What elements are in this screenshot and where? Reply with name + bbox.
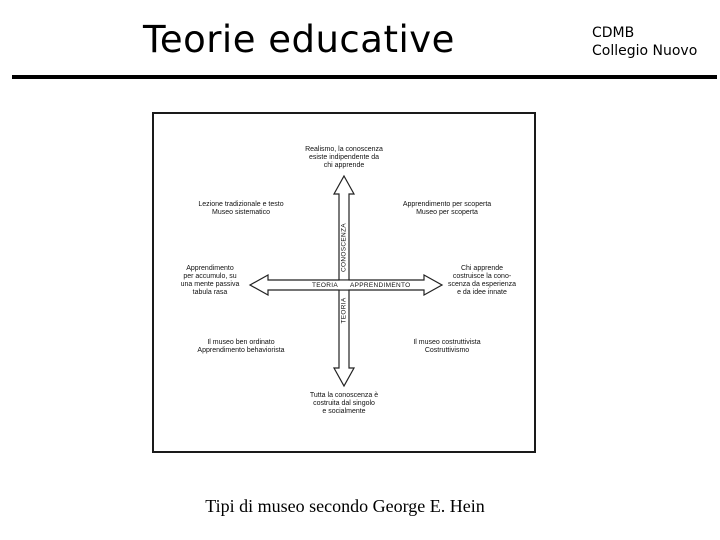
organization-label	[592, 24, 697, 60]
right-pole-line: e da idee innate	[457, 289, 507, 296]
hein-museum-diagram	[152, 112, 536, 453]
quadrant-bottom-right	[382, 339, 512, 355]
axis-label-teoria-horizontal: TEORIA	[312, 282, 338, 289]
right-pole-line: Chi apprende	[460, 265, 504, 272]
axis-label-apprendimento: APPRENDIMENTO	[350, 282, 411, 289]
quadrant-top-left	[176, 201, 306, 217]
right-pole-text	[436, 265, 528, 297]
top-pole-line: chi apprende	[323, 162, 365, 169]
left-pole-line: per accumulo, su	[183, 273, 237, 280]
figure-caption: Tipi di museo secondo George E. Hein	[205, 496, 485, 516]
bottom-pole-line: costruita dal singolo	[313, 400, 375, 407]
quadrant-subtitle: Lezione tradizionale e testo	[198, 201, 284, 208]
quadrant-subtitle: Apprendimento behaviorista	[197, 347, 285, 354]
quadrant-title: Il museo costruttivista	[413, 339, 481, 346]
top-pole-line: Realismo, la conoscenza	[305, 146, 383, 153]
right-pole-line: costruisce la cono-	[452, 273, 512, 280]
organization-line-1: CDMB	[592, 25, 635, 41]
quadrant-title: Il museo ben ordinato	[207, 339, 275, 346]
quadrant-title: Museo sistematico	[212, 209, 270, 216]
left-pole-line: una mente passiva	[180, 281, 240, 288]
right-pole-line: scenza da esperienza	[447, 281, 517, 288]
axis-label-conoscenza: CONOSCENZA	[340, 223, 348, 272]
quadrant-top-right	[382, 201, 512, 217]
quadrant-bottom-left	[176, 339, 306, 355]
left-pole-text	[166, 265, 254, 297]
top-pole-line: esiste indipendente da	[308, 154, 380, 161]
bottom-pole-line: e socialmente	[322, 408, 366, 415]
bottom-pole-line: Tutta la conoscenza è	[309, 392, 379, 399]
left-pole-line: Apprendimento	[186, 265, 234, 272]
left-pole-line: tabula rasa	[192, 289, 228, 296]
quadrant-subtitle: Costruttivismo	[424, 347, 470, 354]
title-divider	[12, 75, 717, 79]
organization-line-2: Collegio Nuovo	[592, 43, 698, 59]
bottom-pole-text	[284, 392, 404, 416]
quadrant-subtitle: Apprendimento per scoperta	[402, 201, 492, 208]
quadrant-title: Museo per scoperta	[416, 209, 478, 216]
slide-title: Teorie educative	[143, 18, 455, 61]
top-pole-text	[284, 146, 404, 170]
axis-label-teoria-vertical: TEORIA	[340, 297, 348, 324]
